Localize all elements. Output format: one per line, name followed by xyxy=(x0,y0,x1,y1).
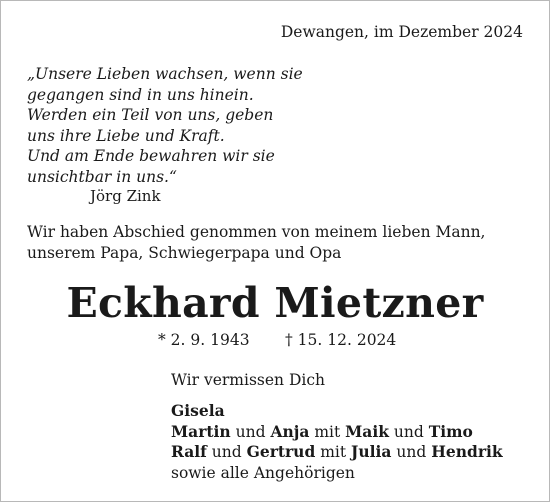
family-line xyxy=(171,442,503,463)
family-member-name: Anja xyxy=(270,421,310,441)
poem-line: gegangen sind in uns hinein. xyxy=(27,85,254,104)
poem-quote xyxy=(27,64,303,187)
closing-line: Wir vermissen Dich xyxy=(171,371,325,389)
poem-author: Jörg Zink xyxy=(90,187,161,205)
family-line xyxy=(171,401,503,422)
family-member-name: Julia xyxy=(351,442,392,461)
family-member-name: Hendrik xyxy=(431,442,503,461)
family-member-name: Gisela xyxy=(171,401,225,420)
place-date-line: Dewangen, im Dezember 2024 xyxy=(280,23,523,41)
deceased-name: Eckhard Mietzner xyxy=(66,279,484,327)
poem-line: uns ihre Liebe und Kraft. xyxy=(27,126,225,145)
poem-line: unsichtbar in uns.“ xyxy=(27,167,177,186)
farewell-intro xyxy=(27,222,485,264)
family-member-name: Martin xyxy=(171,421,231,441)
intro-line: unserem Papa, Schwiegerpapa und Opa xyxy=(27,244,342,262)
poem-line: „Unsere Lieben wachsen, wenn sie xyxy=(27,65,303,83)
intro-line: Wir haben Abschied genommen von meinem lieben Mann, xyxy=(27,223,486,241)
family-member-name: Ralf xyxy=(171,442,207,461)
connector-text: mit xyxy=(315,443,352,461)
family-member-name: Maik xyxy=(345,421,389,441)
connector-text: und xyxy=(206,443,247,461)
family-member-name: Timo xyxy=(428,421,473,441)
death-date: † 15. 12. 2024 xyxy=(285,331,397,349)
connector-text: mit xyxy=(309,422,346,441)
family-signatures xyxy=(171,401,503,483)
poem-line: Werden ein Teil von uns, geben xyxy=(27,106,274,124)
connector-text: und xyxy=(391,443,432,461)
family-line xyxy=(171,422,503,443)
poem-line: Und am Ende bewahren wir sie xyxy=(27,147,275,165)
family-member-name: Gertrud xyxy=(246,442,316,461)
family-line: sowie alle Angehörigen xyxy=(171,463,355,482)
connector-text: und xyxy=(388,422,429,441)
connector-text: und xyxy=(230,422,271,441)
birth-date: * 2. 9. 1943 xyxy=(158,331,250,349)
